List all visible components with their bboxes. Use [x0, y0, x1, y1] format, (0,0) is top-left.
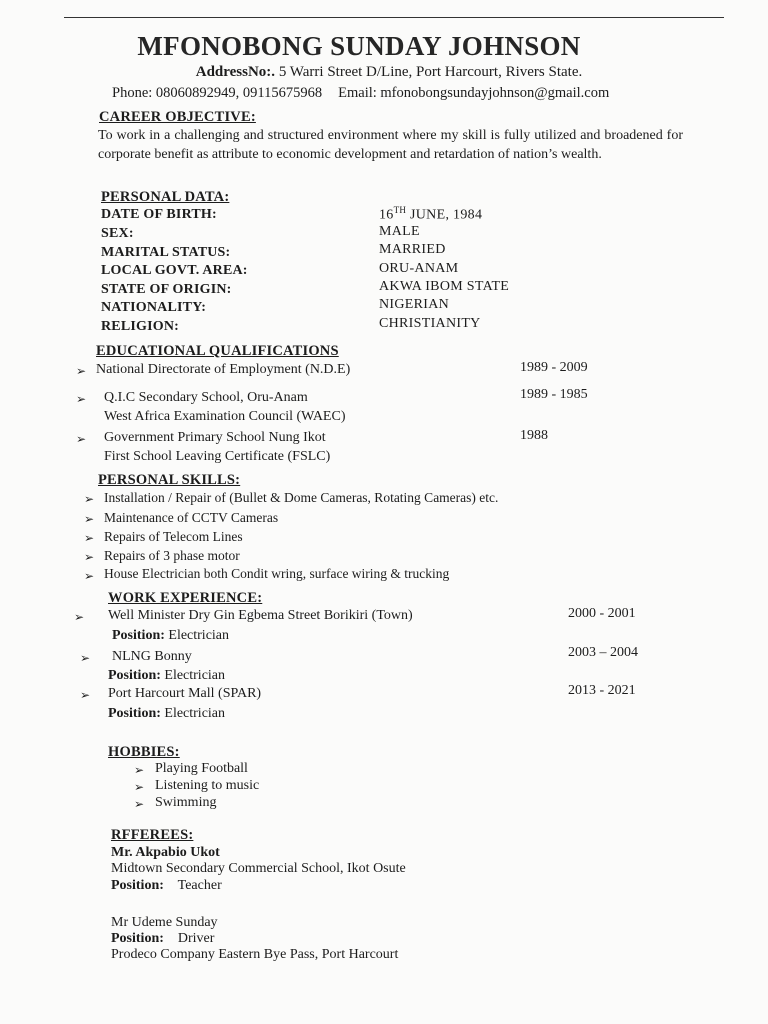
- bullet-arrow-icon: ➢: [134, 780, 145, 794]
- experience-years: 2013 - 2021: [568, 683, 636, 698]
- education-item-line: National Directorate of Employment (N.D.E): [96, 362, 351, 377]
- bullet-arrow-icon: ➢: [84, 531, 95, 545]
- hobby-item: Listening to music: [155, 778, 260, 793]
- experience-position: Position: Electrician: [108, 706, 226, 721]
- candidate-name: MFONOBONG SUNDAY JOHNSON: [137, 31, 581, 61]
- dob-value: 16TH JUNE, 1984: [379, 205, 483, 223]
- referee-2-name: Mr Udeme Sunday: [111, 915, 218, 930]
- bullet-arrow-icon: ➢: [84, 512, 95, 526]
- education-item-years: 1989 - 1985: [520, 387, 588, 402]
- bullet-arrow-icon: ➢: [84, 569, 95, 583]
- education-item-line: Government Primary School Nung Ikot: [104, 430, 326, 445]
- referee-1-org: Midtown Secondary Commercial School, Ikot Osute: [111, 861, 406, 876]
- career-objective-text: To work in a challenging and structured environment where my skill is fully utilized and broadened for corporate benefit as attribute to economic development and retardation of nation’s wealth.: [98, 128, 683, 162]
- skill-item: Installation / Repair of (Bullet & Dome Cameras, Rotating Cameras) etc.: [104, 490, 499, 505]
- email-text: Email: mfonobongsundayjohnson@gmail.com: [338, 85, 610, 101]
- education-item-line: Q.I.C Secondary School, Oru-Anam: [104, 390, 308, 405]
- skill-item: Repairs of 3 phase motor: [104, 548, 240, 563]
- top-rule: [64, 17, 724, 18]
- nationality-label: NATIONALITY:: [101, 300, 207, 315]
- state-of-origin-value: AKWA IBOM STATE: [379, 279, 510, 294]
- experience-position: Position: Electrician: [112, 628, 230, 643]
- referee-1-name: Mr. Akpabio Ukot: [111, 845, 220, 860]
- referee-1-position: Position: Teacher: [111, 878, 222, 893]
- career-objective-heading: CAREER OBJECTIVE:: [99, 109, 256, 125]
- education-heading: EDUCATIONAL QUALIFICATIONS: [96, 343, 339, 359]
- phone-text: Phone: 08060892949, 09115675968: [112, 85, 323, 101]
- skills-heading: PERSONAL SKILLS:: [98, 472, 241, 488]
- education-item-years: 1989 - 2009: [520, 360, 588, 375]
- lga-value: ORU-ANAM: [379, 261, 459, 276]
- education-item-subline: First School Leaving Certificate (FSLC): [104, 449, 331, 464]
- address-value: 5 Warri Street D/Line, Port Harcourt, Rivers State.: [278, 64, 583, 80]
- bullet-arrow-icon: ➢: [76, 364, 87, 378]
- bullet-arrow-icon: ➢: [76, 392, 87, 406]
- religion-label: RELIGION:: [101, 319, 180, 334]
- experience-employer: NLNG Bonny: [112, 649, 192, 664]
- bullet-arrow-icon: ➢: [74, 610, 85, 624]
- religion-value: CHRISTIANITY: [379, 316, 481, 331]
- referees-heading: RFFEREES:: [111, 827, 194, 843]
- referee-2-position: Position: Driver: [111, 931, 215, 946]
- sex-label: SEX:: [101, 226, 134, 241]
- sex-value: MALE: [379, 224, 420, 239]
- bullet-arrow-icon: ➢: [80, 688, 91, 702]
- bullet-arrow-icon: ➢: [84, 492, 95, 506]
- bullet-arrow-icon: ➢: [134, 797, 145, 811]
- bullet-arrow-icon: ➢: [134, 763, 145, 777]
- personal-data-heading: PERSONAL DATA:: [101, 189, 230, 205]
- experience-heading: WORK EXPERIENCE:: [108, 590, 263, 606]
- experience-years: 2000 - 2001: [568, 606, 636, 621]
- education-item-years: 1988: [520, 428, 548, 443]
- experience-employer: Port Harcourt Mall (SPAR): [108, 686, 262, 701]
- hobby-item: Swimming: [155, 795, 217, 810]
- marital-status-value: MARRIED: [379, 242, 446, 257]
- state-of-origin-label: STATE OF ORIGIN:: [101, 282, 232, 297]
- contact-line: [112, 85, 609, 102]
- bullet-arrow-icon: ➢: [76, 432, 87, 446]
- dob-label: DATE OF BIRTH:: [101, 207, 217, 222]
- bullet-arrow-icon: ➢: [84, 550, 95, 564]
- skill-item: Maintenance of CCTV Cameras: [104, 510, 279, 525]
- skill-item: Repairs of Telecom Lines: [104, 529, 243, 544]
- referee-2-org: Prodeco Company Eastern Bye Pass, Port Harcourt: [111, 947, 399, 962]
- education-item-subline: West Africa Examination Council (WAEC): [104, 409, 346, 424]
- bullet-arrow-icon: ➢: [80, 651, 91, 665]
- skill-item: House Electrician both Condit wring, surface wiring & trucking: [104, 566, 450, 581]
- hobby-item: Playing Football: [155, 761, 248, 776]
- address-line: [0, 64, 768, 81]
- marital-status-label: MARITAL STATUS:: [101, 245, 231, 260]
- address-label: AddressNo:.: [195, 64, 276, 80]
- experience-employer: Well Minister Dry Gin Egbema Street Borikiri (Town): [108, 608, 413, 623]
- lga-label: LOCAL GOVT. AREA:: [101, 263, 248, 278]
- experience-years: 2003 – 2004: [568, 645, 638, 660]
- experience-position: Position: Electrician: [108, 668, 226, 683]
- hobbies-heading: HOBBIES:: [108, 744, 180, 760]
- nationality-value: NIGERIAN: [379, 297, 450, 312]
